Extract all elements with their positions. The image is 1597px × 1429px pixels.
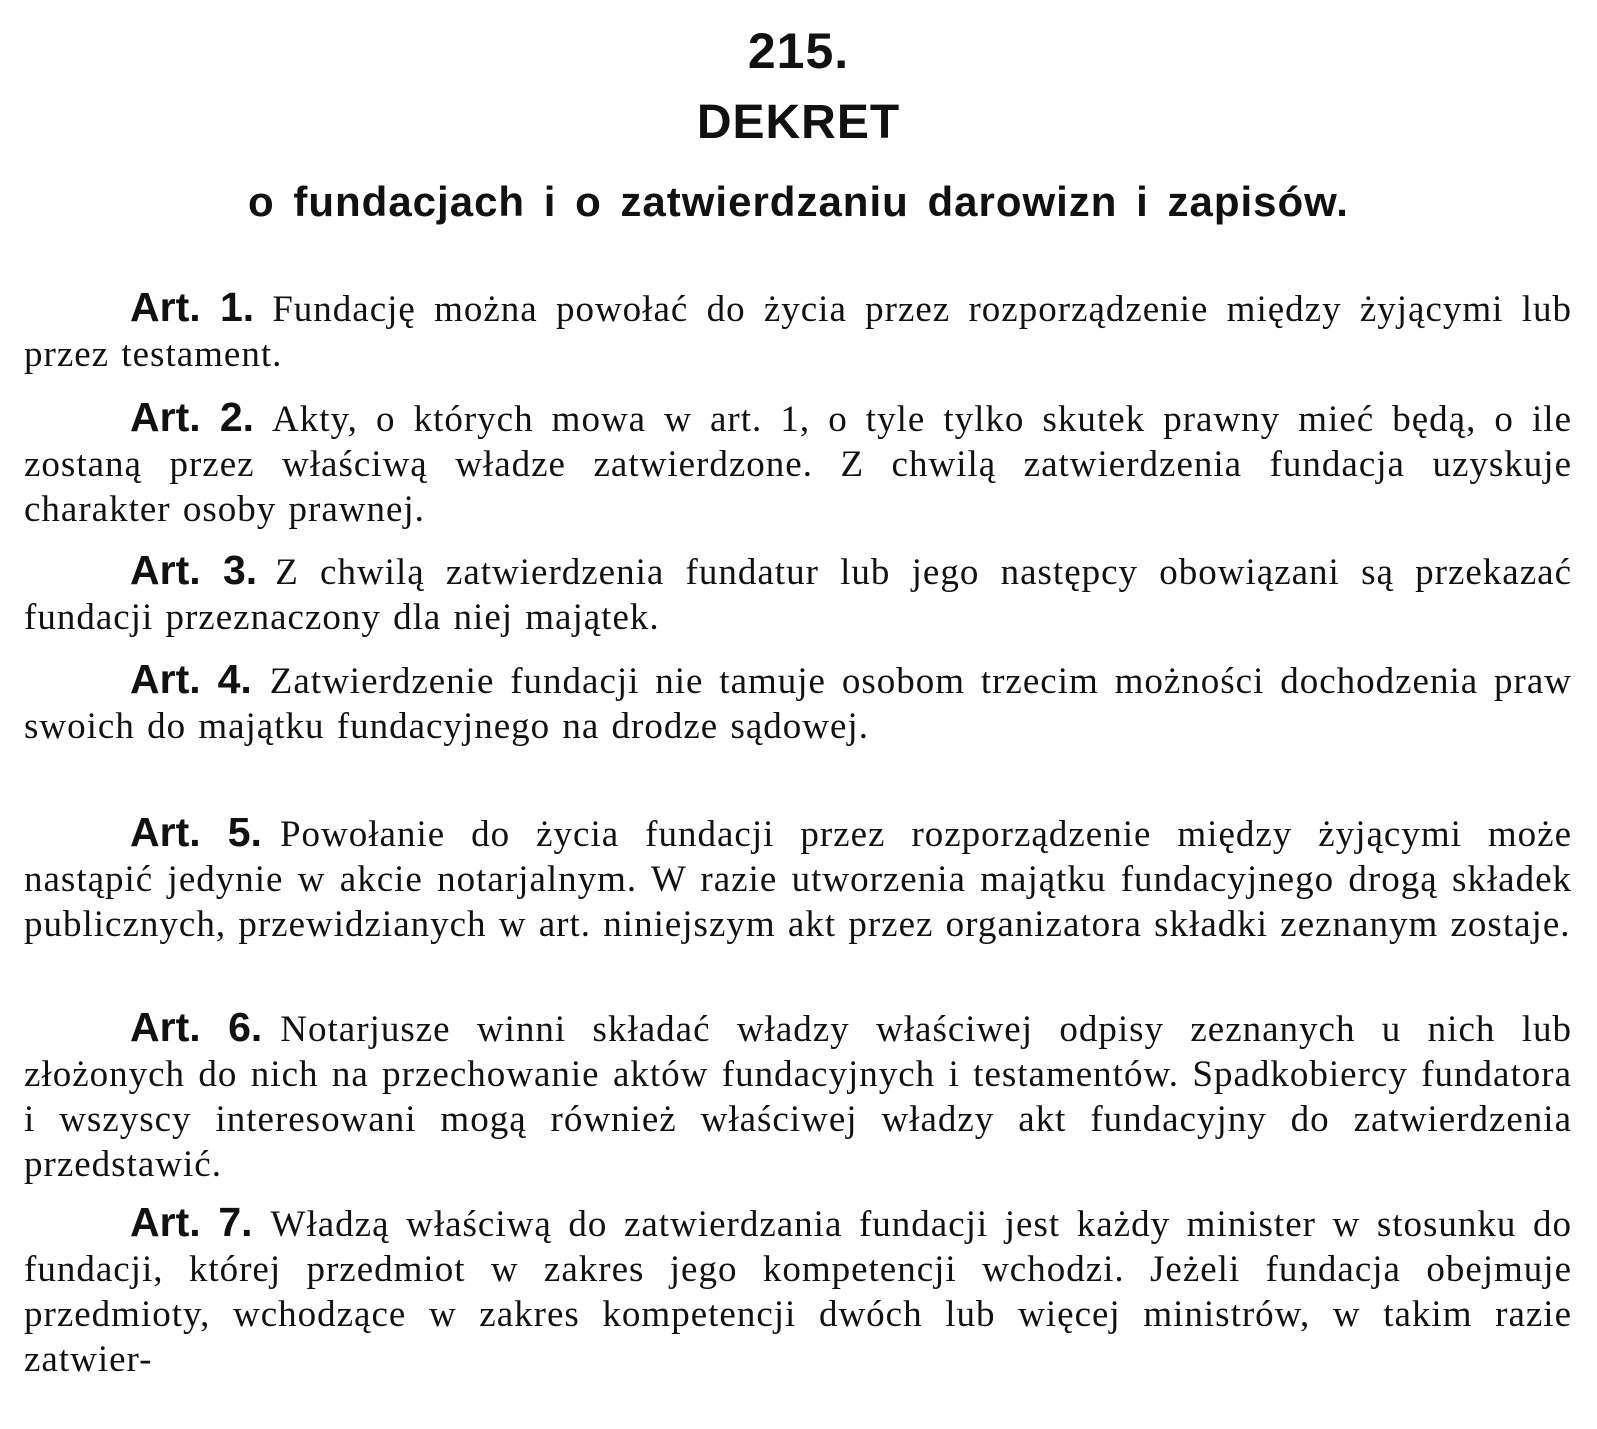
- article-label: Art. 4.: [130, 656, 252, 702]
- article-label: Art. 3.: [130, 547, 258, 593]
- document-subtitle: o fundacjach i o zatwierdzaniu darowizn i zapisów.: [248, 178, 1349, 225]
- article-text: Z chwilą zatwierdzenia fundatur lub jego następcy obowiązani są przekazać fundacji przeznaczony dla niej majątek.: [24, 552, 1572, 638]
- article-text: Zatwierdzenie fundacji nie tamuje osobom trzecim możności dochodzenia praw swoich do majątku fundacyjnego na drodze sądowej.: [24, 661, 1572, 747]
- article-4: [24, 657, 1572, 749]
- article-5: [24, 810, 1572, 947]
- article-text: Notarjusze winni składać władzy właściwej odpisy zeznanych u nich lub złożonych do nich na przechowanie aktów fundacyjnych i testamentów. Spadkobiercy fundatora i wszyscy interesowani mogą również właściwej władzy akt fundacyjny do zatwierdzenia przedstawić.: [24, 1009, 1572, 1185]
- article-label: Art. 5.: [130, 809, 262, 855]
- document-number: 215.: [747, 23, 850, 79]
- article-label: Art. 1.: [130, 284, 255, 330]
- article-text: Powołanie do życia fundacji przez rozporządzenie między żyjącymi może nastąpić jedynie w akcie notarjalnym. W razie utworzenia majątku fundacyjnego drogą składek publicznych, przewidzianych w art. niniejszym akt przez organizatora składki zeznanym zostaje.: [24, 814, 1572, 945]
- article-label: Art. 2.: [130, 394, 255, 440]
- article-6: [24, 1005, 1572, 1187]
- article-label: Art. 7.: [130, 1199, 253, 1245]
- article-3: [24, 548, 1572, 640]
- article-label: Art. 6.: [130, 1004, 263, 1050]
- article-2: [24, 395, 1572, 532]
- article-text: Akty, o których mowa w art. 1, o tyle tylko skutek prawny mieć będą, o ile zostaną przez właściwą władze zatwierdzone. Z chwilą zatwierdzenia fundacja uzyskuje charakter osoby prawnej.: [24, 399, 1573, 530]
- article-1: [24, 285, 1572, 377]
- article-7: [24, 1200, 1572, 1382]
- article-text: Fundację można powołać do życia przez rozporządzenie między żyjącymi lub przez testament.: [24, 289, 1572, 375]
- document-title: DEKRET: [696, 96, 901, 149]
- article-text: Władzą właściwą do zatwierdzania fundacji jest każdy minister w stosunku do fundacji, której przedmiot w zakres jego kompetencji wchodzi. Jeżeli fundacja obejmuje przedmioty, wchodzące w zakres kompetencji dwóch lub więcej ministrów, w takim razie zatwier-: [24, 1204, 1573, 1380]
